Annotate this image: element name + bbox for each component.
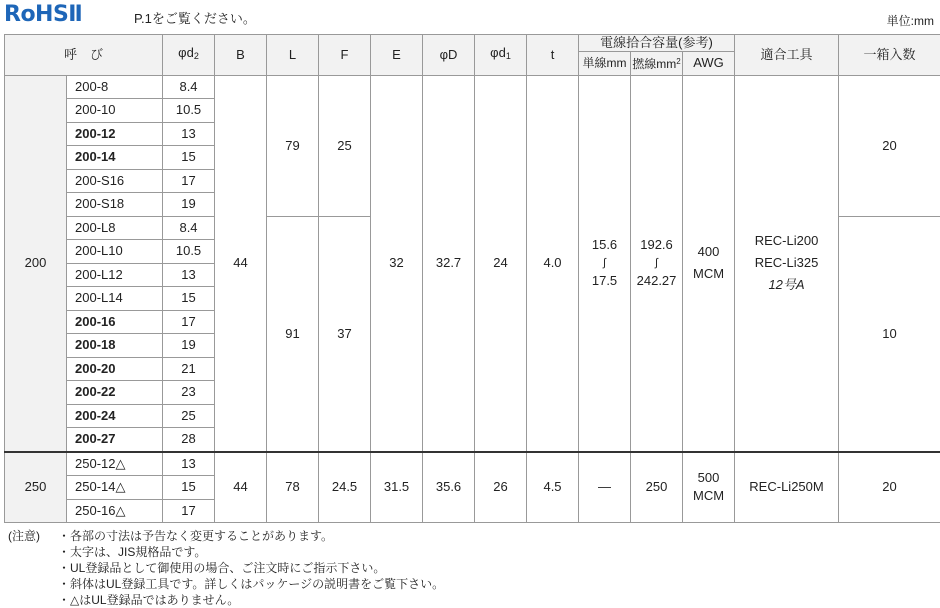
table-row-code: 200-14: [67, 146, 163, 170]
table-row-d2: 8.4: [163, 216, 215, 240]
note-line: ・斜体はUL登録工具です。詳しくはパッケージの説明書をご覧下さい。: [58, 577, 445, 591]
table-row-code: 250-12△: [67, 452, 163, 476]
table-row-code: 200-10: [67, 99, 163, 123]
group-250-awg: 500 MCM: [683, 452, 735, 523]
table-row-d2: 8.4: [163, 75, 215, 99]
table-row-d2: 13: [163, 263, 215, 287]
table-row-code: 250-16△: [67, 499, 163, 523]
table-row-code: 200-L10: [67, 240, 163, 264]
group-250-qty: 20: [839, 452, 940, 523]
header-d1: $\varphi d_1$: [475, 35, 527, 76]
unit-label: 単位:mm: [886, 14, 934, 28]
header-B: B: [215, 35, 267, 76]
group-250-single: —: [579, 452, 631, 523]
table-row-code: 200-20: [67, 357, 163, 381]
table-row-d2: 15: [163, 476, 215, 500]
table-row-d2: 15: [163, 287, 215, 311]
header-capacity: 電線拾合容量(参考): [579, 35, 735, 52]
group-200-qty2: 10: [839, 216, 940, 452]
table-row-code: 200-18: [67, 334, 163, 358]
table-row-d2: 17: [163, 169, 215, 193]
group-200-B: 44: [215, 75, 267, 452]
group-200-F2: 37: [319, 216, 371, 452]
spec-table: [4, 34, 940, 523]
group-250-E: 31.5: [371, 452, 423, 523]
note-line: ・各部の寸法は予告なく変更することがあります。: [58, 529, 334, 543]
group-250-B: 44: [215, 452, 267, 523]
group-200-tool: REC-Li200 REC-Li325 12号A: [735, 75, 839, 452]
table-row-d2: 10.5: [163, 99, 215, 123]
header-qty: 一箱入数: [839, 35, 940, 76]
group-200-name: 200: [5, 75, 67, 452]
group-200-t: 4.0: [527, 75, 579, 452]
notes-label: (注意): [8, 529, 40, 543]
note-line: ・△はUL登録品ではありません。: [58, 593, 240, 607]
header-D: φD: [423, 35, 475, 76]
table-row-d2: 19: [163, 193, 215, 217]
group-200-E: 32: [371, 75, 423, 452]
table-row-code: 200-16: [67, 310, 163, 334]
table-row-code: 200-L8: [67, 216, 163, 240]
header-stranded: 撚線$mm^2$: [631, 52, 683, 76]
table-row-code: 200-27: [67, 428, 163, 452]
group-250-d1: 26: [475, 452, 527, 523]
table-row-d2: 15: [163, 146, 215, 170]
table-row-code: 200-8: [67, 75, 163, 99]
table-row-code: 200-L12: [67, 263, 163, 287]
group-250-L: 78: [267, 452, 319, 523]
group-200-stranded: 192.6 ∫ 242.27: [631, 75, 683, 452]
table-row-code: 200-22: [67, 381, 163, 405]
group-200-awg: 400 MCM: [683, 75, 735, 452]
table-row-code: 200-24: [67, 404, 163, 428]
group-250-F: 24.5: [319, 452, 371, 523]
table-row-d2: 13: [163, 122, 215, 146]
group-250-t: 4.5: [527, 452, 579, 523]
group-200-D: 32.7: [423, 75, 475, 452]
group-200-L2: 91: [267, 216, 319, 452]
group-200-qty1: 20: [839, 75, 940, 216]
table-row-d2: 28: [163, 428, 215, 452]
table-row-code: 200-L14: [67, 287, 163, 311]
group-200-single: 15.6 ∫ 17.5: [579, 75, 631, 452]
header-L: L: [267, 35, 319, 76]
table-row-d2: 21: [163, 357, 215, 381]
table-row-d2: 10.5: [163, 240, 215, 264]
group-200-L1: 79: [267, 75, 319, 216]
header-name: 呼 び: [5, 35, 163, 76]
range-mark: ∫: [603, 257, 607, 269]
table-row-code: 200-12: [67, 122, 163, 146]
rohs-note: P.1をご覧ください。: [134, 11, 256, 26]
table-row-code: 250-14△: [67, 476, 163, 500]
header-t: t: [527, 35, 579, 76]
header-d2: $\varphi d_2$: [163, 35, 215, 76]
note-line: ・太字は、JIS規格品です。: [58, 545, 207, 559]
group-200-F1: 25: [319, 75, 371, 216]
note-line: ・UL登録品として御使用の場合、ご注文時にご指示下さい。: [58, 561, 386, 575]
table-row-d2: 17: [163, 499, 215, 523]
group-250-D: 35.6: [423, 452, 475, 523]
table-row-d2: 19: [163, 334, 215, 358]
group-250-tool: REC-Li250M: [735, 452, 839, 523]
table-row-code: 200-S16: [67, 169, 163, 193]
notes: [8, 528, 444, 608]
range-mark: ∫: [655, 257, 659, 269]
table-row-d2: 17: [163, 310, 215, 334]
rohs-logo: RoHSⅡ: [4, 2, 83, 27]
table-row-d2: 13: [163, 452, 215, 476]
group-250-name: 250: [5, 452, 67, 523]
header-tool: 適合工具: [735, 35, 839, 76]
header-E: E: [371, 35, 423, 76]
table-row-d2: 23: [163, 381, 215, 405]
group-250-stranded: 250: [631, 452, 683, 523]
header-awg: AWG: [683, 52, 735, 76]
header-F: F: [319, 35, 371, 76]
group-200-d1: 24: [475, 75, 527, 452]
table-row-d2: 25: [163, 404, 215, 428]
header-single: 単線mm: [579, 52, 631, 76]
table-row-code: 200-S18: [67, 193, 163, 217]
